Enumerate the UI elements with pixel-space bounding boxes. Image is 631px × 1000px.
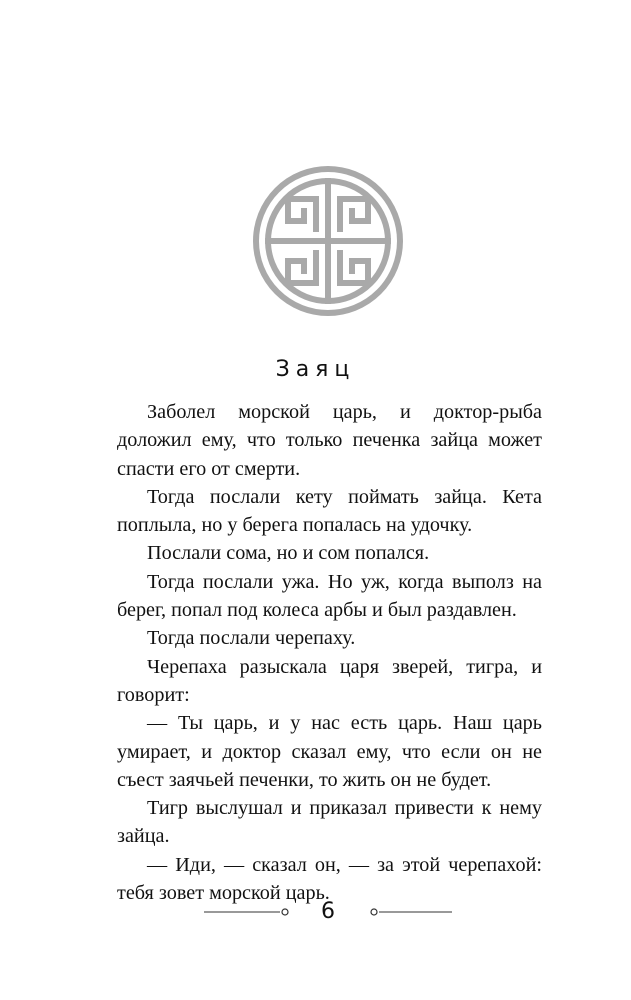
paragraph: Тогда послали ужа. Но уж, когда выполз на берег, попал под колеса арбы и был раздавлен. bbox=[117, 570, 542, 622]
paragraph: Заболел морской царь, и доктор-рыба доложил ему, что только печенка зайца может спасти его от смерти. bbox=[117, 401, 542, 480]
page-number: 6 bbox=[321, 899, 335, 924]
paragraph: Тогда послали кету поймать зайца. Кета поплыла, но у берега попалась на удочку. bbox=[117, 485, 542, 537]
paragraph: — Ты царь, и у нас есть царь. Наш царь умирает, и доктор сказал ему, что если он не съест заячьей печенки, то жить он не будет. bbox=[117, 712, 542, 791]
paragraph: Тогда послали черепаху. bbox=[147, 627, 356, 650]
chapter-title: Заяц bbox=[275, 357, 356, 382]
paragraph: Тигр выслушал и приказал привести к нему зайца. bbox=[117, 797, 542, 848]
story-text bbox=[117, 398, 542, 907]
paragraph: — Иди, — сказал он, — за этой черепахой: тебя зовет морской царь. bbox=[117, 853, 542, 905]
paragraph: Послали сома, но и сом попался. bbox=[147, 542, 430, 565]
shou-longevity-symbol-icon bbox=[252, 165, 404, 317]
paragraph: Черепаха разыскала царя зверей, тигра, и говорит: bbox=[117, 655, 542, 706]
page-footer bbox=[200, 897, 456, 927]
